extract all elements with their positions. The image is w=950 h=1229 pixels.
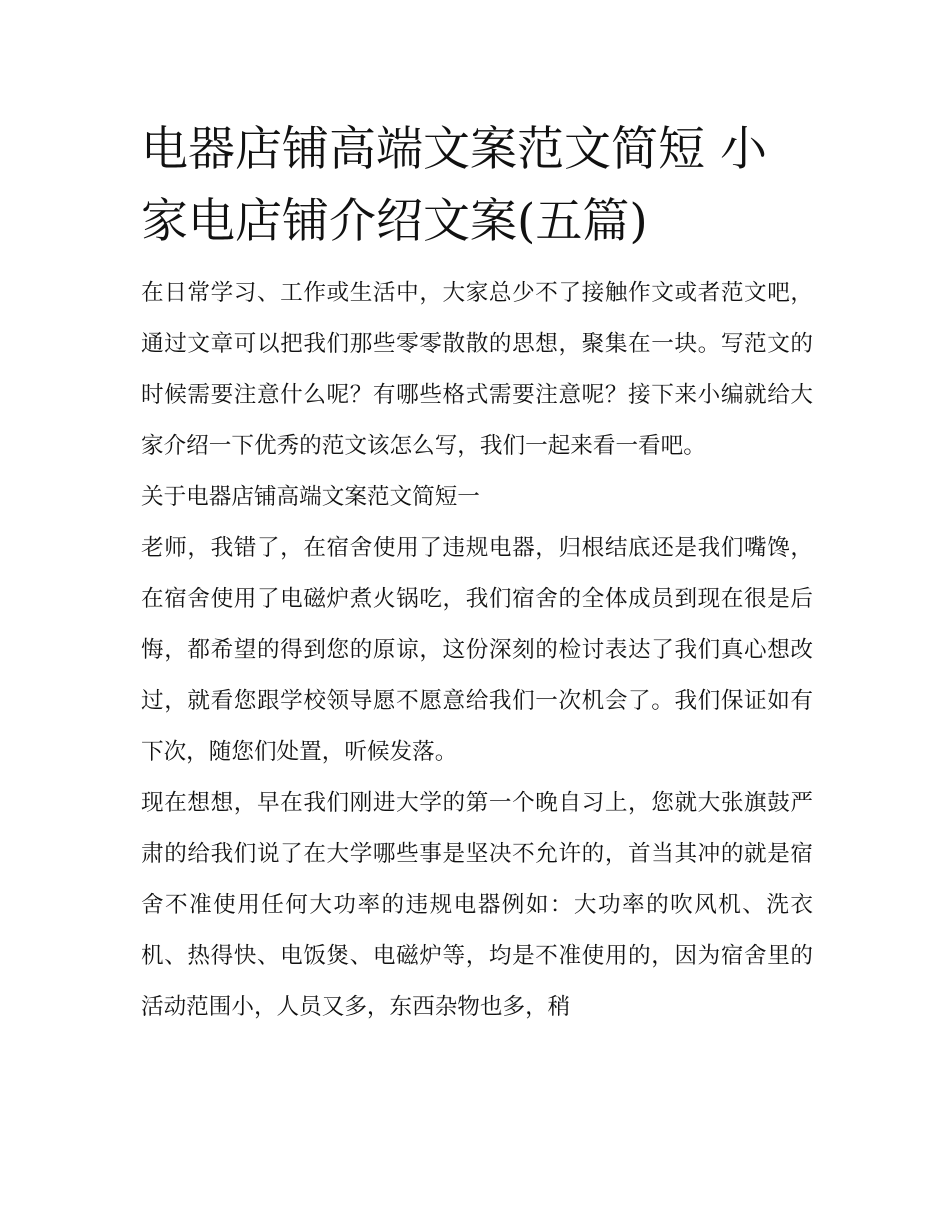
body-paragraph-2: 现在想想，早在我们刚进大学的第一个晚自习上，您就大张旗鼓严肃的给我们说了在大学哪些事是坚决不允许的，首当其冲的就是宿舍不准使用任何大功率的违规电器例如：大功率的吹风机、洗衣机、热得快、电饭煲、电磁炉等，均是不准使用的，因为宿舍里的活动范围小，人员又多，东西杂物也多，稍 — [141, 790, 813, 1020]
section-heading: 关于电器店铺高端文案范文简短一 — [141, 484, 480, 510]
intro-paragraph: 在日常学习、工作或生活中，大家总少不了接触作文或者范文吧，通过文章可以把我们那些零零散散的思想，聚集在一块。写范文的时候需要注意什么呢？有哪些格式需要注意呢？接下来小编就给大家介绍一下优秀的范文该怎么写，我们一起来看一看吧。 — [141, 280, 813, 459]
body-paragraph-1: 老师，我错了，在宿舍使用了违规电器，归根结底还是我们嘴馋，在宿舍使用了电磁炉煮火锅吃，我们宿舍的全体成员到现在很是后悔，都希望的得到您的原谅，这份深刻的检讨表达了我们真心想改过，就看您跟学校领导愿不愿意给我们一次机会了。我们保证如有下次，随您们处置，听候发落。 — [141, 535, 813, 765]
document-title: 电器店铺高端文案范文简短 小家电店铺介绍文案(五篇) — [141, 122, 767, 249]
document-body — [141, 114, 813, 1033]
